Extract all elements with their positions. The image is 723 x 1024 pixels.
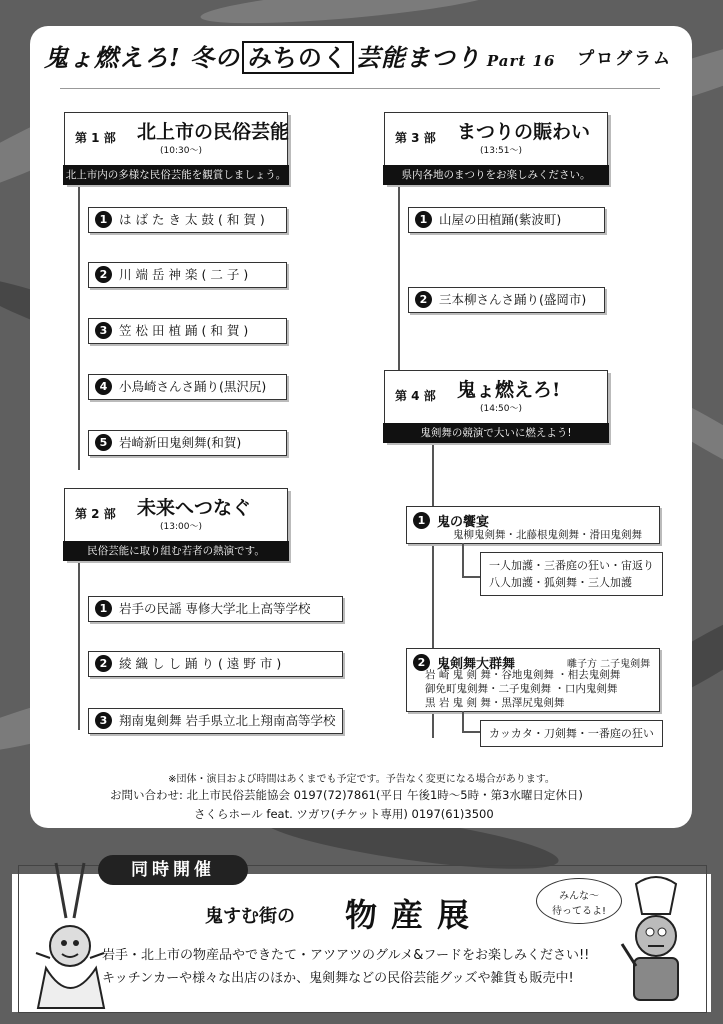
item-groups: 鬼柳鬼剣舞・北藤根鬼剣舞・滑田鬼剣舞: [453, 529, 642, 541]
item-label: 笠松田植踊(和賀): [119, 323, 253, 338]
performance-line: 八人加護・狐剣舞・三人加護: [489, 576, 632, 589]
page-title: [44, 38, 555, 73]
connector-line: [462, 731, 480, 733]
timeline-line: [78, 555, 80, 730]
contact-line-1: [110, 787, 583, 803]
chef-mascot-icon: [616, 874, 696, 1008]
section-number: 第 1 部: [75, 131, 116, 145]
bussan-description-1: 岩手・北上市の物産品やできたて・アツアツのグルメ&フードをお楽しみください!!: [102, 948, 590, 963]
program-item: [88, 651, 343, 677]
item-number: 4: [95, 378, 112, 395]
connector-line: [462, 711, 464, 733]
section-name: まつりの賑わい: [457, 121, 591, 143]
title-post: 芸能まつり: [355, 43, 481, 72]
contact-label: お問い合わせ:: [110, 788, 183, 802]
section-time: (10:30〜): [160, 146, 202, 156]
program-item: [88, 262, 287, 288]
performance-box: [480, 552, 663, 596]
bussan-prefix: 鬼すむ街の: [205, 906, 295, 927]
item-number: 2: [95, 655, 112, 672]
program-item: [408, 287, 605, 313]
program-item: [88, 207, 287, 233]
section-name: 北上市の民俗芸能: [137, 121, 290, 143]
item-number: 2: [415, 291, 432, 308]
header: [44, 38, 684, 78]
section-number: 第 4 部: [395, 389, 436, 403]
speech-bubble: [536, 878, 622, 924]
title-divider: [60, 88, 660, 89]
section-number: 第 2 部: [75, 507, 116, 521]
program-label: プログラム: [577, 49, 672, 69]
item-label: 鬼剣舞大群舞: [437, 657, 516, 672]
connector-line: [462, 543, 464, 578]
item-label: 翔南鬼剣舞 岩手県立北上翔南高等学校: [119, 713, 336, 728]
program-item: [88, 374, 287, 400]
title-pre: 鬼ょ燃えろ! 冬の: [44, 43, 240, 72]
section-1-header: [64, 112, 288, 184]
item-label: 三本柳さんさ踊り(盛岡市): [439, 292, 587, 307]
item-groups: 御免町鬼剣舞・二子鬼剣舞 ・口内鬼剣舞: [425, 683, 618, 695]
program-item: [88, 430, 287, 456]
program-item: [88, 708, 343, 734]
bubble-line-1: みんな〜: [559, 891, 599, 902]
item-number: 3: [95, 712, 112, 729]
title-part: Part 16: [486, 52, 556, 70]
connector-line: [462, 576, 480, 578]
contact-info: 北上市民俗芸能協会 0197(72)7861(平日 午後1時〜5時・第3水曜日定休日): [186, 788, 583, 802]
hayashi-label: 囃子方 二子鬼剣舞: [567, 659, 651, 670]
item-number: 1: [413, 512, 430, 529]
section-description: 鬼剣舞の競演で大いに燃えよう!: [383, 423, 609, 443]
item-groups: 岩 崎 鬼 剣 舞・谷地鬼剣舞 ・相去鬼剣舞: [425, 669, 621, 681]
timeline-line: [398, 180, 400, 370]
item-number: 1: [95, 211, 112, 228]
item-number: 1: [415, 211, 432, 228]
section-name: 未来へつなぐ: [137, 497, 252, 519]
concurrent-event-tag: 同時開催: [98, 855, 248, 885]
item-number: 2: [95, 266, 112, 283]
item-label: 岩崎新田鬼剣舞(和賀): [119, 435, 242, 450]
oni-mascot-icon: [26, 858, 116, 1014]
bubble-line-2: 待ってるよ!: [551, 906, 606, 917]
program-item: [408, 207, 605, 233]
section-4-header: [384, 370, 608, 442]
item-label: 岩手の民謡 専修大学北上高等学校: [119, 601, 311, 616]
section-3-header: [384, 112, 608, 184]
program-item: [406, 648, 660, 712]
item-label: はばたき太鼓(和賀): [119, 212, 269, 227]
section-time: (13:51〜): [480, 146, 522, 156]
performance-line: カッカタ・刀剣舞・一番庭の狂い: [489, 727, 654, 740]
section-time: (14:50〜): [480, 404, 522, 414]
item-label: 鬼の饗宴: [437, 515, 490, 530]
bussan-description-2: キッチンカーや様々な出店のほか、鬼剣舞などの民俗芸能グッズや雑貨も販売中!: [102, 971, 574, 986]
item-number: 3: [95, 322, 112, 339]
program-item: [88, 318, 287, 344]
performance-line: 一人加護・三番庭の狂い・宙返り: [489, 559, 654, 572]
schedule-note: ※団体・演目および時間はあくまでも予定です。予告なく変更になる場合があります。: [168, 774, 555, 785]
section-number: 第 3 部: [395, 131, 436, 145]
program-item: [88, 596, 343, 622]
program-item: [406, 506, 660, 544]
item-label: 綾織しし踊り(遠野市): [119, 656, 286, 671]
item-number: 5: [95, 434, 112, 451]
timeline-line: [78, 180, 80, 470]
item-label: 川端岳神楽(二子): [119, 267, 253, 282]
section-description: 北上市内の多様な民俗芸能を観賞しましょう。: [63, 165, 289, 185]
section-name: 鬼ょ燃えろ!: [457, 379, 561, 401]
section-time: (13:00〜): [160, 522, 202, 532]
item-number: 2: [413, 654, 430, 671]
contact-line-2: さくらホール feat. ツガワ(チケット専用) 0197(61)3500: [194, 807, 494, 821]
item-label: 小鳥崎さんさ踊り(黒沢尻): [119, 379, 267, 394]
title-boxed: みちのく: [242, 41, 354, 74]
item-label: 山屋の田植踊(紫波町): [439, 212, 562, 227]
section-description: 県内各地のまつりをお楽しみください。: [383, 165, 609, 185]
item-number: 1: [95, 600, 112, 617]
item-groups: 黒 岩 鬼 剣 舞・黒澤尻鬼剣舞: [425, 697, 565, 709]
performance-box: [480, 720, 663, 747]
bussan-title: 物産展: [345, 896, 484, 934]
section-2-header: [64, 488, 288, 560]
section-description: 民俗芸能に取り組む若者の熱演です。: [63, 541, 289, 561]
